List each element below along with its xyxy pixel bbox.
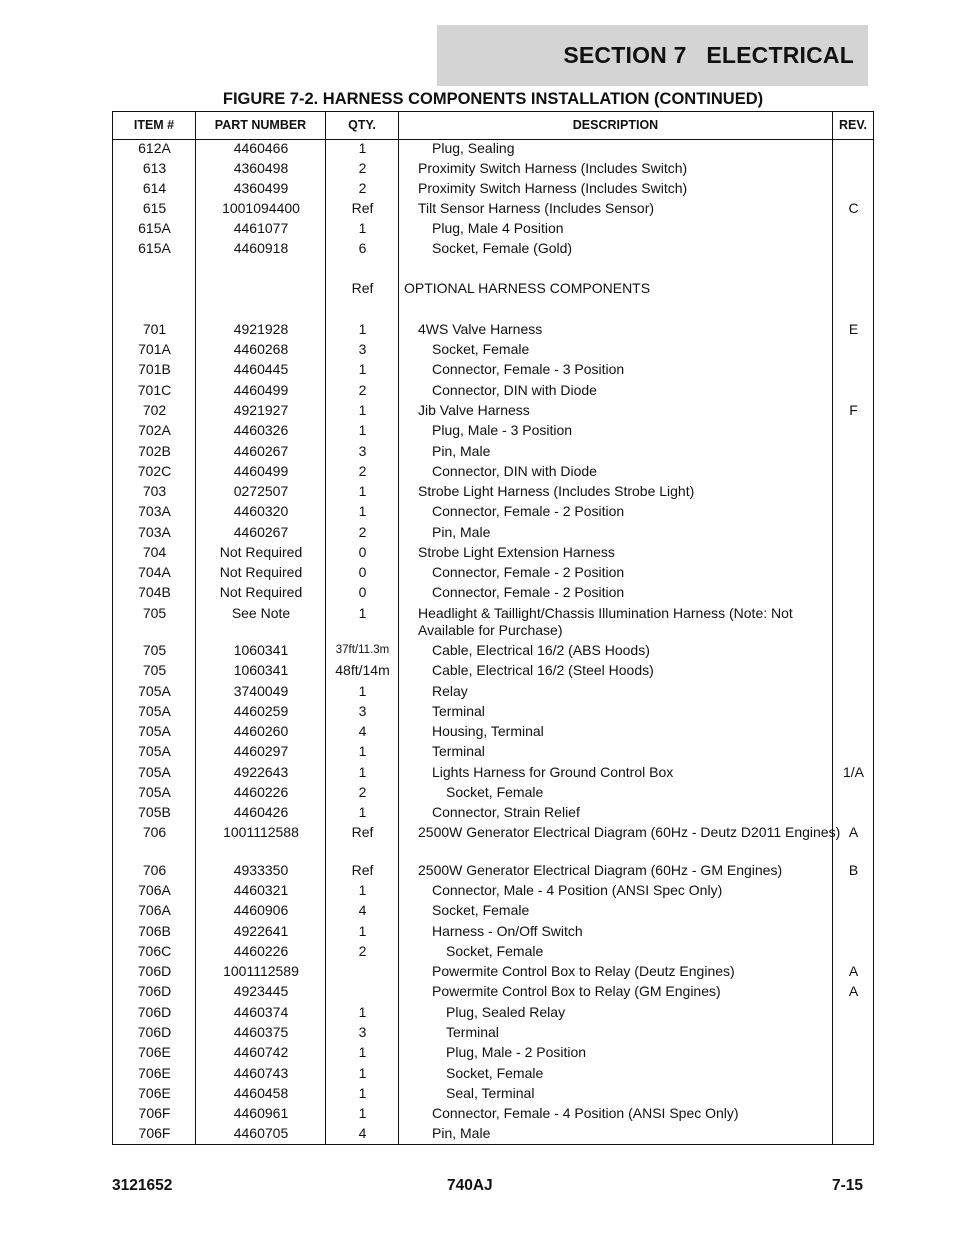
cell-item: 705B <box>138 804 171 820</box>
cell-description: Lights Harness for Ground Control Box <box>432 764 674 780</box>
cell-description: Relay <box>432 683 468 699</box>
cell-description: Connector, Female - 2 Position <box>432 503 625 519</box>
cell-description: Connector, Female - 2 Position <box>432 584 625 600</box>
cell-description: 4WS Valve Harness <box>418 321 543 337</box>
cell-part-number: 4460260 <box>233 723 289 739</box>
cell-item: 705 <box>142 662 167 678</box>
cell-qty: 1 <box>358 882 367 898</box>
cell-part-number: 4460320 <box>233 503 289 519</box>
cell-description: Plug, Male - 3 Position <box>432 422 573 438</box>
cell-part-number: 4460466 <box>233 140 289 156</box>
cell-item: 706E <box>138 1044 171 1060</box>
cell-part-number: 1001112589 <box>223 963 299 979</box>
cell-qty: 1 <box>358 361 367 377</box>
cell-part-number: 4933350 <box>233 862 289 878</box>
cell-item: 702 <box>142 402 167 418</box>
column-header-qty: QTY. <box>348 118 376 132</box>
cell-part-number: See Note <box>231 605 291 621</box>
cell-description: Socket, Female (Gold) <box>432 240 573 256</box>
cell-item: 701 <box>142 321 167 337</box>
cell-qty: 3 <box>358 703 367 719</box>
cell-qty: 1 <box>358 140 367 156</box>
cell-rev: F <box>849 402 858 418</box>
cell-qty: 1 <box>358 402 367 418</box>
cell-part-number: 4922643 <box>233 764 289 780</box>
cell-item: 706E <box>138 1065 171 1081</box>
cell-description: Proximity Switch Harness (Includes Switch) <box>418 180 688 196</box>
cell-qty: 1 <box>358 503 367 519</box>
cell-part-number: 4460268 <box>233 341 289 357</box>
cell-description: Harness - On/Off Switch <box>432 923 583 939</box>
cell-item: 705A <box>138 743 171 759</box>
cell-item: 702A <box>138 422 171 438</box>
cell-part-number: 4460226 <box>233 784 289 800</box>
cell-description: Connector, Female - 4 Position (ANSI Spec Only) <box>432 1105 739 1121</box>
cell-qty: 48ft/14m <box>335 662 390 678</box>
cell-qty: 3 <box>358 443 367 459</box>
cell-part-number: 4460267 <box>233 443 289 459</box>
cell-part-number: 4460267 <box>233 524 289 540</box>
cell-item: 613 <box>142 160 167 176</box>
cell-qty: 4 <box>358 902 367 918</box>
cell-part-number: 4460458 <box>233 1085 289 1101</box>
cell-item: 705 <box>142 642 167 658</box>
cell-rev: 1/A <box>842 764 864 780</box>
cell-item: 706A <box>138 902 171 918</box>
cell-part-number: 4360498 <box>233 160 289 176</box>
cell-qty: 0 <box>358 544 367 560</box>
cell-part-number: 4460918 <box>233 240 289 256</box>
cell-part-number: 4922641 <box>233 923 289 939</box>
column-header-description: DESCRIPTION <box>572 118 659 132</box>
cell-qty: Ref <box>351 200 374 216</box>
cell-description: 2500W Generator Electrical Diagram (60Hz - GM Engines) <box>418 862 783 878</box>
cell-description: Pin, Male <box>432 443 491 459</box>
cell-qty: 1 <box>358 483 367 499</box>
cell-description: Socket, Female <box>446 784 544 800</box>
cell-qty: 1 <box>358 220 367 236</box>
cell-rev: A <box>848 824 859 840</box>
cell-description: Strobe Light Harness (Includes Strobe Light) <box>418 483 695 499</box>
cell-item: 705 <box>142 605 167 621</box>
cell-item: 702C <box>137 463 172 479</box>
cell-description: Pin, Male <box>432 524 491 540</box>
cell-description: Connector, Female - 3 Position <box>432 361 625 377</box>
cell-item: 705A <box>138 683 171 699</box>
cell-item: 706F <box>138 1125 171 1141</box>
cell-part-number: 4460426 <box>233 804 289 820</box>
cell-item: 615 <box>142 200 167 216</box>
cell-part-number: 1001112588 <box>223 824 299 840</box>
cell-item: 706F <box>138 1105 171 1121</box>
cell-part-number: 0272507 <box>233 483 289 499</box>
cell-description: Connector, DIN with Diode <box>432 463 597 479</box>
cell-description: Pin, Male <box>432 1125 491 1141</box>
cell-description: Terminal <box>432 743 485 759</box>
cell-description: Socket, Female <box>432 902 530 918</box>
cell-qty: 1 <box>358 804 367 820</box>
cell-qty: 1 <box>358 743 367 759</box>
cell-description: Powermite Control Box to Relay (Deutz Engines) <box>432 963 735 979</box>
cell-qty: 2 <box>358 160 367 176</box>
cell-item: 704 <box>142 544 167 560</box>
cell-description: Connector, DIN with Diode <box>432 382 597 398</box>
cell-part-number: 4460742 <box>233 1044 289 1060</box>
cell-item: 706 <box>142 862 167 878</box>
cell-part-number: 4460906 <box>233 902 289 918</box>
cell-qty: 4 <box>358 1125 367 1141</box>
cell-item: 701C <box>137 382 172 398</box>
cell-item: 615A <box>138 240 171 256</box>
cell-qty: 3 <box>358 1024 367 1040</box>
cell-part-number: 1060341 <box>233 642 289 658</box>
cell-part-number: 4460445 <box>233 361 289 377</box>
cell-description: Terminal <box>446 1024 499 1040</box>
cell-description: Connector, Strain Relief <box>432 804 580 820</box>
cell-part-number: 4460705 <box>233 1125 289 1141</box>
cell-part-number: 4923445 <box>233 983 289 999</box>
cell-description: Plug, Male - 2 Position <box>446 1044 587 1060</box>
cell-part-number: Not Required <box>219 544 303 560</box>
cell-part-number: Not Required <box>219 584 303 600</box>
cell-item: 703A <box>138 524 171 540</box>
column-header-item: ITEM # <box>133 118 175 132</box>
cell-description: Connector, Male - 4 Position (ANSI Spec Only) <box>432 882 723 898</box>
section-title: SECTION 7 ELECTRICAL <box>563 42 854 68</box>
cell-qty: 4 <box>358 723 367 739</box>
cell-description: Proximity Switch Harness (Includes Switch) <box>418 160 688 176</box>
column-header-part-number: PART NUMBER <box>214 118 307 132</box>
cell-item: 706 <box>142 824 167 840</box>
cell-item: 704A <box>138 564 171 580</box>
cell-part-number: 4460374 <box>233 1004 289 1020</box>
cell-part-number: 4460375 <box>233 1024 289 1040</box>
cell-item: 615A <box>138 220 171 236</box>
cell-description: Plug, Sealed Relay <box>446 1004 566 1020</box>
cell-qty: 2 <box>358 524 367 540</box>
cell-item: 705A <box>138 764 171 780</box>
cell-part-number: 4460226 <box>233 943 289 959</box>
cell-part-number: 4460499 <box>233 463 289 479</box>
cell-qty: 1 <box>358 923 367 939</box>
cell-part-number: 4460326 <box>233 422 289 438</box>
cell-item: 612A <box>138 140 171 156</box>
cell-qty: 3 <box>358 341 367 357</box>
cell-rev: A <box>848 963 859 979</box>
cell-item: 705A <box>138 703 171 719</box>
cell-item: 701A <box>138 341 171 357</box>
cell-part-number: 4460961 <box>233 1105 289 1121</box>
cell-rev: B <box>848 862 859 878</box>
cell-qty: 1 <box>358 1105 367 1121</box>
cell-item: 706D <box>137 1024 172 1040</box>
cell-description: Strobe Light Extension Harness <box>418 544 615 560</box>
cell-description: Socket, Female <box>432 341 530 357</box>
cell-description: Headlight & Taillight/Chassis Illumination Harness (Note: Not Available for Purchase) <box>418 605 793 638</box>
cell-item: 706D <box>137 963 172 979</box>
section-header <box>437 25 868 86</box>
cell-item: 706D <box>137 983 172 999</box>
cell-part-number: 4360499 <box>233 180 289 196</box>
cell-rev: A <box>848 983 859 999</box>
cell-item: 706B <box>138 923 171 939</box>
cell-qty: 0 <box>358 564 367 580</box>
cell-description: Plug, Sealing <box>432 140 515 156</box>
cell-description: Housing, Terminal <box>432 723 544 739</box>
cell-description: Socket, Female <box>446 1065 544 1081</box>
cell-qty: Ref <box>351 280 374 296</box>
cell-qty: 6 <box>358 240 367 256</box>
cell-description: Jib Valve Harness <box>418 402 530 418</box>
cell-description: 2500W Generator Electrical Diagram (60Hz - Deutz D2011 Engines) <box>418 824 841 840</box>
column-divider <box>398 112 399 1144</box>
cell-item: 705A <box>138 784 171 800</box>
cell-description: Cable, Electrical 16/2 (ABS Hoods) <box>432 642 650 658</box>
cell-rev: E <box>848 321 859 337</box>
cell-qty: 2 <box>358 463 367 479</box>
footer-doc-number: 3121652 <box>112 1177 173 1194</box>
cell-item: 702B <box>138 443 171 459</box>
cell-part-number: 1060341 <box>233 662 289 678</box>
cell-description: Socket, Female <box>446 943 544 959</box>
cell-qty: 2 <box>358 382 367 398</box>
cell-qty: 1 <box>358 1004 367 1020</box>
cell-part-number: 4460743 <box>233 1065 289 1081</box>
cell-part-number: 4460321 <box>233 882 289 898</box>
cell-item: 706C <box>137 943 172 959</box>
cell-item: 701B <box>138 361 171 377</box>
cell-item: 706E <box>138 1085 171 1101</box>
cell-qty: Ref <box>351 824 374 840</box>
cell-item: 706D <box>137 1004 172 1020</box>
cell-qty: 1 <box>358 1065 367 1081</box>
cell-qty: 1 <box>358 1085 367 1101</box>
cell-qty: 2 <box>358 180 367 196</box>
cell-part-number: 4460259 <box>233 703 289 719</box>
cell-description: Cable, Electrical 16/2 (Steel Hoods) <box>432 662 654 678</box>
cell-part-number: 4460297 <box>233 743 289 759</box>
cell-qty: 1 <box>358 605 367 621</box>
cell-item: 705A <box>138 723 171 739</box>
footer-page-number: 7-15 <box>832 1177 864 1194</box>
cell-part-number: 1001094400 <box>222 200 300 216</box>
cell-item: 706A <box>138 882 171 898</box>
column-header-rev: REV. <box>838 118 868 132</box>
cell-item: 704B <box>138 584 171 600</box>
cell-qty: 37ft/11.3m <box>335 644 390 656</box>
cell-description: OPTIONAL HARNESS COMPONENTS <box>404 280 651 296</box>
cell-part-number: 3740049 <box>233 683 289 699</box>
cell-qty: 1 <box>358 321 367 337</box>
cell-part-number: 4460499 <box>233 382 289 398</box>
cell-description: Connector, Female - 2 Position <box>432 564 625 580</box>
cell-description: Powermite Control Box to Relay (GM Engines) <box>432 983 721 999</box>
cell-rev: C <box>848 200 859 216</box>
cell-qty: 1 <box>358 764 367 780</box>
cell-part-number: 4461077 <box>233 220 289 236</box>
cell-qty: Ref <box>351 862 374 878</box>
cell-item: 703 <box>142 483 167 499</box>
cell-part-number: 4921927 <box>233 402 289 418</box>
cell-description: Terminal <box>432 703 485 719</box>
cell-part-number: 4921928 <box>233 321 289 337</box>
cell-qty: 1 <box>358 1044 367 1060</box>
cell-description: Seal, Terminal <box>446 1085 535 1101</box>
parts-table <box>112 111 874 1145</box>
cell-qty: 1 <box>358 683 367 699</box>
footer-model: 740AJ <box>447 1177 493 1194</box>
cell-item: 614 <box>142 180 167 196</box>
cell-part-number: Not Required <box>219 564 303 580</box>
cell-description: Plug, Male 4 Position <box>432 220 564 236</box>
cell-qty: 0 <box>358 584 367 600</box>
cell-qty: 2 <box>358 784 367 800</box>
cell-qty: 2 <box>358 943 367 959</box>
cell-qty: 1 <box>358 422 367 438</box>
figure-title: FIGURE 7-2. HARNESS COMPONENTS INSTALLATION (CONTINUED) <box>222 90 764 108</box>
cell-item: 703A <box>138 503 171 519</box>
cell-description: Tilt Sensor Harness (Includes Sensor) <box>418 200 655 216</box>
